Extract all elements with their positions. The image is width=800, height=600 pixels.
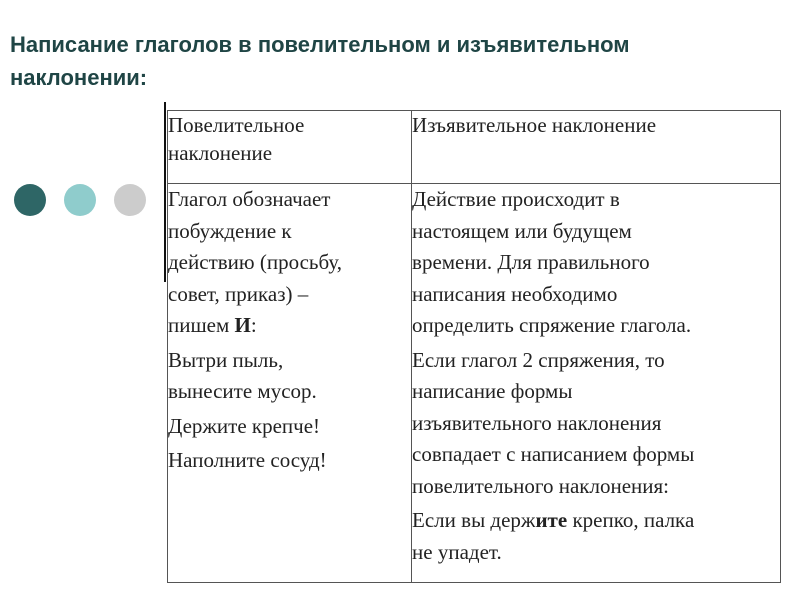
text-line: Наполните сосуд! (168, 448, 327, 472)
header-imperative-line-2: наклонение (168, 141, 273, 165)
text-line: побуждение к (168, 218, 292, 243)
decorative-dot-light-teal (64, 184, 96, 216)
slide-title (10, 28, 710, 94)
imperative-example-3 (168, 445, 411, 477)
text-line: времени. Для правильного (412, 250, 650, 274)
text-line: повелительного наклонения: (412, 473, 670, 498)
text-line: Если глагол 2 спряжения, то (412, 347, 665, 372)
header-cell-imperative (168, 111, 412, 184)
decorative-vertical-line (164, 102, 166, 282)
text-line: определить спряжение глагола. (412, 313, 692, 337)
text-punct: : (250, 313, 257, 337)
indicative-rule-paragraph (412, 184, 780, 342)
text-line: совпадает с написанием формы (412, 442, 695, 466)
text-line: настоящем или будущем (412, 218, 632, 243)
slide-title-line-1: Написание глаголов в повелительном и изъявительном (10, 32, 630, 57)
header-imperative-line-1: Повелительное (168, 113, 305, 137)
text-line: написание формы (412, 379, 573, 403)
bold-ending: ите (535, 508, 568, 532)
text-line: действию (просьбу, (168, 250, 343, 274)
text-fragment: крепко, палка (567, 508, 695, 532)
imperative-rule-paragraph (168, 184, 411, 342)
text-line: Глагол обозначает (168, 187, 331, 211)
text-line: пишем (168, 313, 235, 337)
indicative-example (412, 505, 780, 568)
text-line: совет, приказ) – (168, 281, 309, 306)
decorative-dot-gray (114, 184, 146, 216)
imperative-example-1 (168, 345, 411, 408)
text-line: Держите крепче! (168, 413, 321, 438)
imperative-example-2 (168, 411, 411, 443)
text-line: изъявительного наклонения (412, 410, 662, 435)
text-line: не упадет. (412, 539, 502, 564)
body-cell-imperative (168, 184, 412, 583)
text-line: вынесите мусор. (168, 379, 317, 403)
header-cell-indicative (412, 111, 781, 184)
slide-title-line-2: наклонении: (10, 65, 148, 90)
text-line: написания необходимо (412, 281, 618, 306)
indicative-conjugation-paragraph (412, 345, 780, 503)
table-body-row (168, 184, 781, 583)
bold-letter: И (234, 313, 251, 337)
table-header-row (168, 111, 781, 184)
text-line: Действие происходит в (412, 187, 620, 211)
comparison-table (167, 110, 781, 583)
text-line: Вытри пыль, (168, 347, 284, 372)
body-cell-indicative (412, 184, 781, 583)
header-indicative-line-1: Изъявительное наклонение (412, 113, 657, 137)
text-fragment: Если вы держ (412, 508, 536, 532)
decorative-dot-dark-teal (14, 184, 46, 216)
